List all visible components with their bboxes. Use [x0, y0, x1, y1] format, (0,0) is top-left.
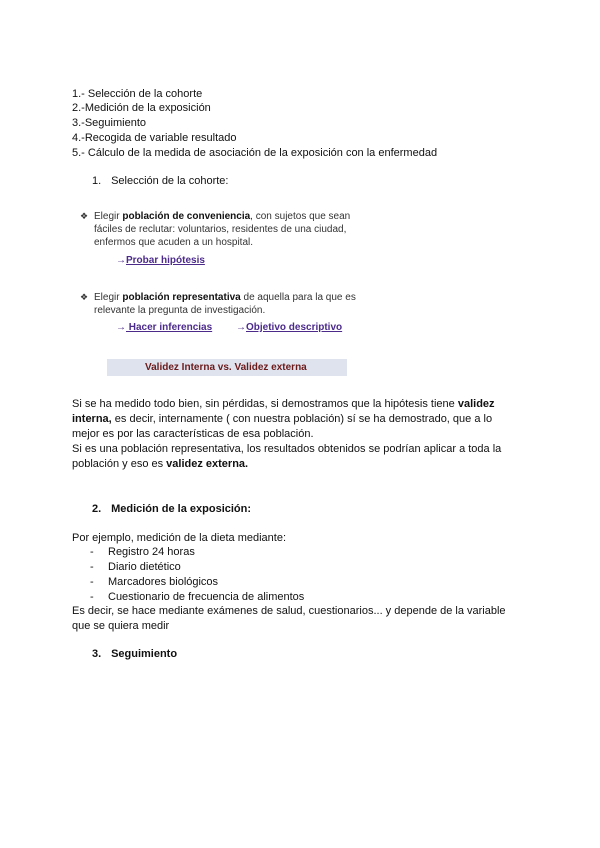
- arrow-right-icon: →: [116, 322, 126, 333]
- paragraph-external-validity: Si es una población representativa, los resultados obtenidos se podrían aplicar a toda la población y eso es validez externa.: [72, 443, 502, 470]
- step-item: 2.-Medición de la exposición: [72, 102, 211, 114]
- section-number: 2.: [92, 503, 102, 515]
- arrow-right-icon: →: [236, 322, 246, 333]
- list-item: - Marcadores biológicos: [90, 576, 219, 588]
- list-item: - Registro 24 horas: [90, 546, 195, 558]
- step-item: 5.- Cálculo de la medida de asociación de la exposición con la enfermedad: [72, 147, 438, 159]
- list-item: - Diario dietético: [90, 561, 181, 573]
- bullet-convenience: [80, 210, 380, 250]
- section-heading-3: [92, 647, 177, 661]
- section-title: Selección de la cohorte:: [111, 175, 229, 187]
- list-item: - Cuestionario de frecuencia de alimentos: [90, 591, 305, 603]
- section-title: Seguimiento: [111, 648, 178, 660]
- section-title: Medición de la exposición:: [111, 503, 252, 515]
- link-hacer-inferencias[interactable]: → Hacer inferencias: [116, 322, 213, 333]
- paragraph-methods: Es decir, se hace mediante exámenes de salud, cuestionarios... y depende de la variable que se quiera medir: [72, 605, 506, 632]
- validity-banner: Validez Interna vs. Validez externa: [107, 359, 347, 376]
- step-item: 1.- Selección de la cohorte: [72, 88, 203, 100]
- diamond-bullet-icon: ❖: [80, 211, 89, 221]
- link-probar-hipotesis[interactable]: →Probar hipótesis: [116, 255, 205, 266]
- diamond-bullet-icon: ❖: [80, 292, 89, 302]
- section-number: 1.: [92, 175, 102, 187]
- bullet-text: Elegir población de conveniencia, con sujetos que sean fáciles de reclutar: voluntarios, residentes de una ciudad, enfermos que acuden a un hospital.: [94, 211, 351, 248]
- step-item: 3.-Seguimiento: [72, 117, 146, 129]
- section-heading-2: [92, 502, 251, 516]
- step-item: 4.-Recogida de variable resultado: [72, 132, 237, 144]
- bullet-text: Elegir población representativa de aquella para la que es relevante la pregunta de investigación.: [94, 292, 356, 316]
- section-number: 3.: [92, 648, 102, 660]
- section-heading-1: [92, 174, 228, 188]
- paragraph-internal-validity: Si se ha medido todo bien, sin pérdidas, si demostramos que la hipótesis tiene validez interna, es decir, internamente ( con nuestra población) sí se ha demostrado, que a lo mejor es por las características de esa población.: [72, 398, 495, 440]
- arrow-right-icon: →: [116, 255, 126, 266]
- intro-text: Por ejemplo, medición de la dieta mediante:: [72, 532, 287, 544]
- bullet-representative: [80, 291, 380, 319]
- link-objetivo-descriptivo[interactable]: →Objetivo descriptivo: [236, 322, 343, 333]
